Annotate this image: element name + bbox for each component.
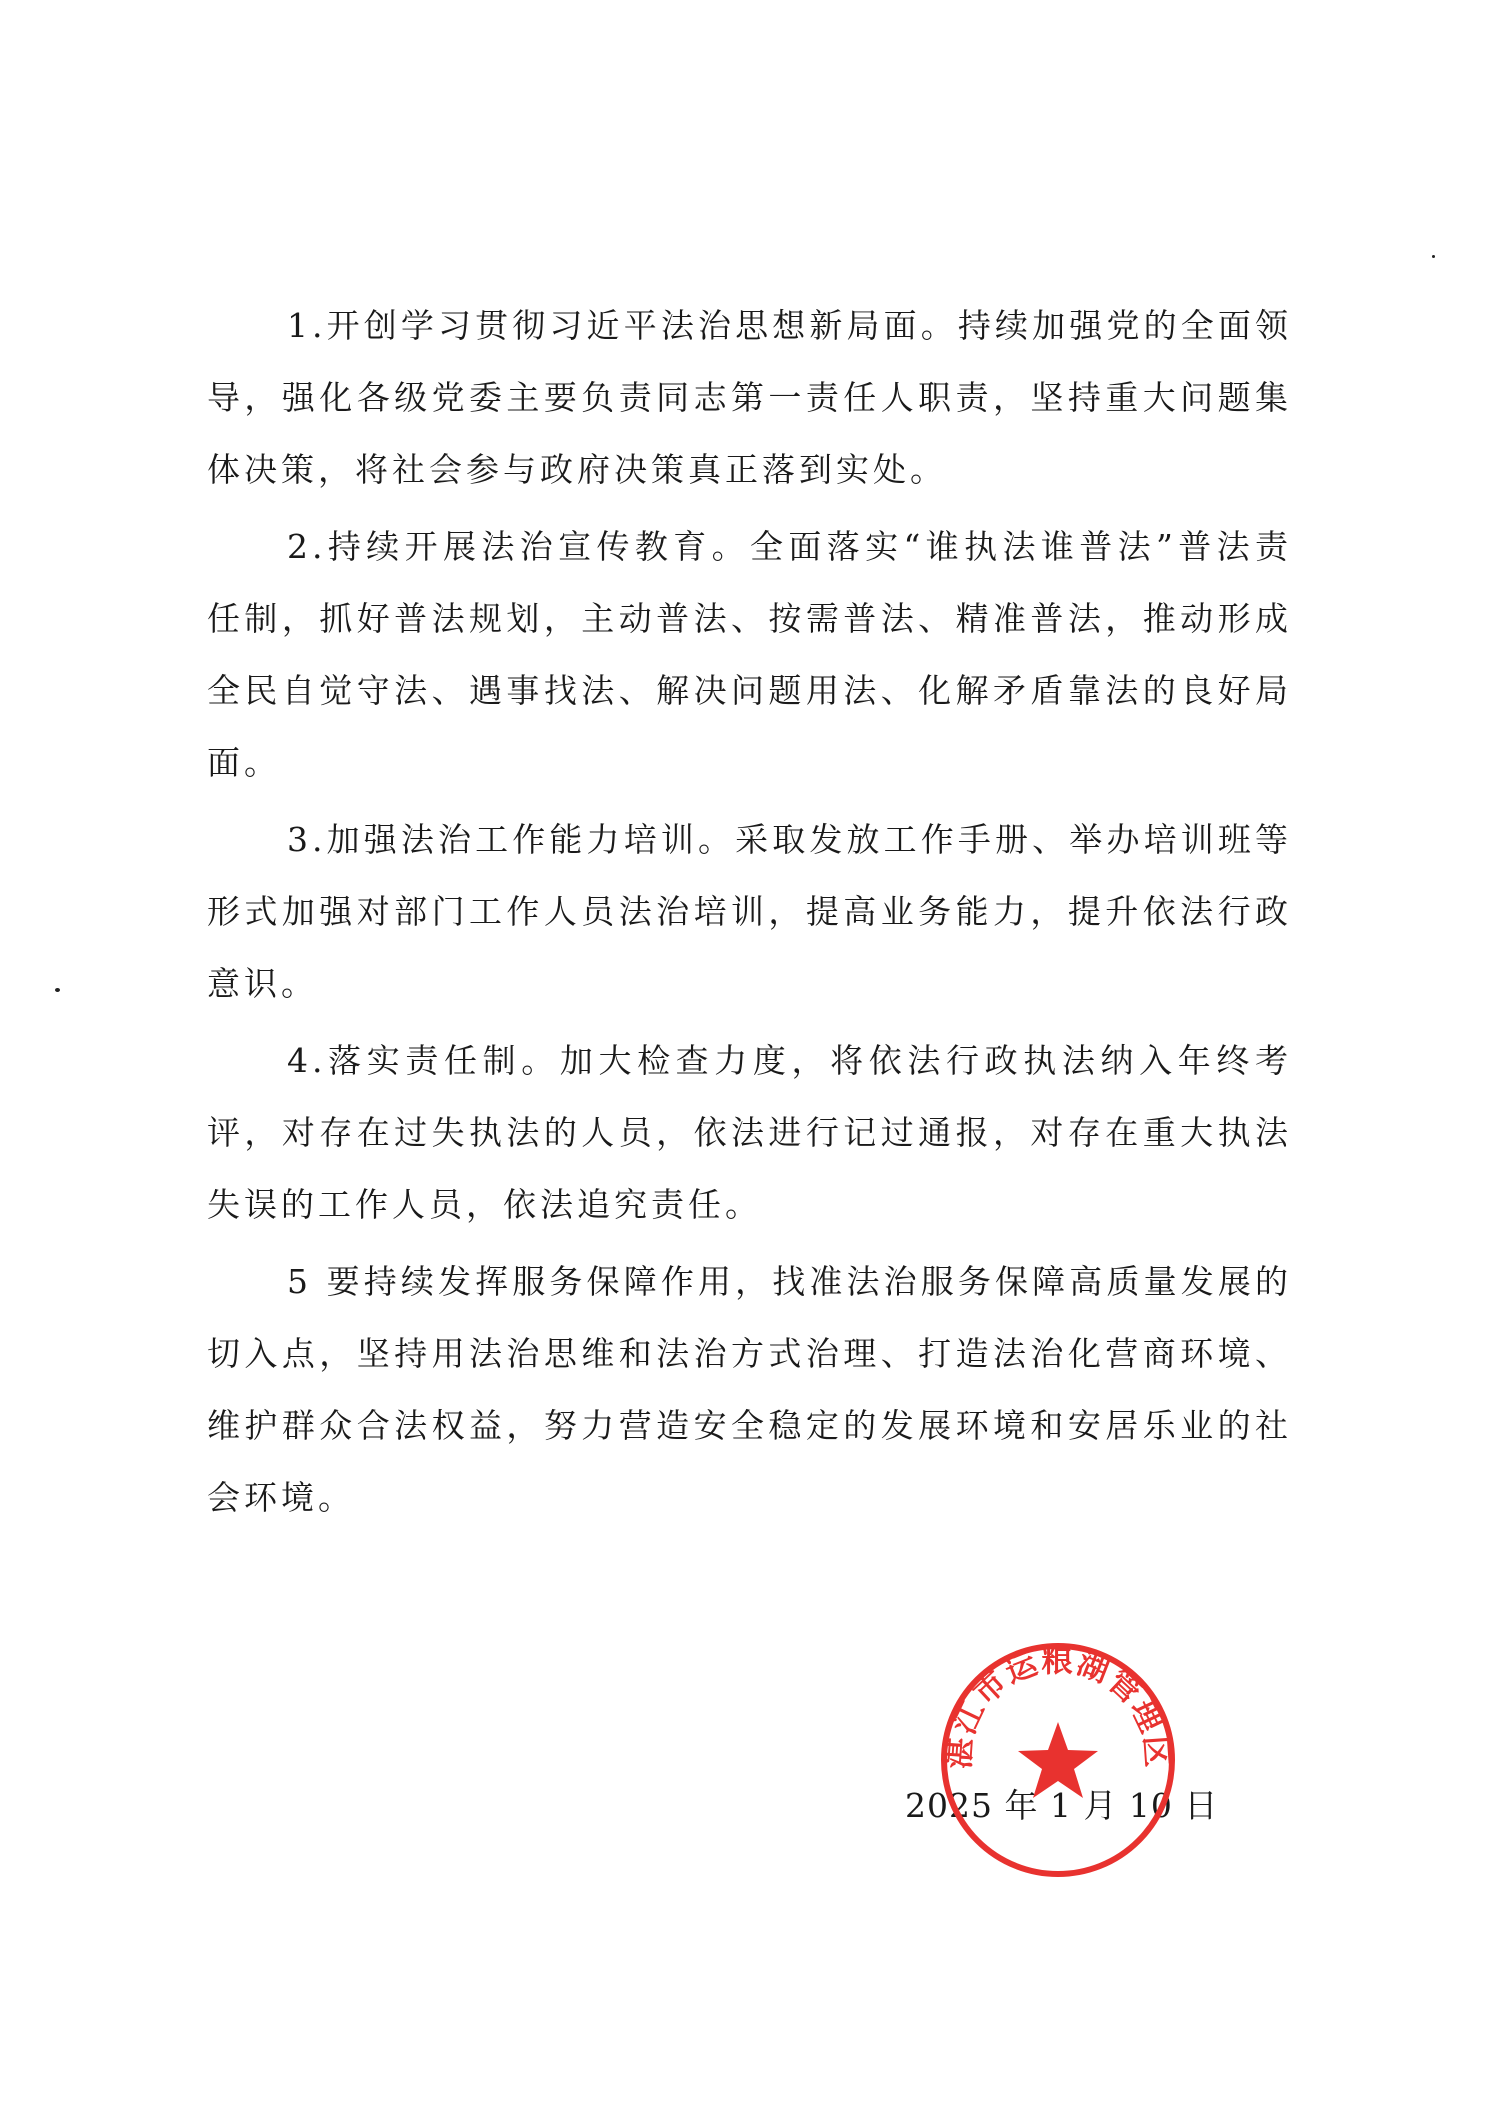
paragraph-3: 3.加强法治工作能力培训。采取发放工作手册、举办培训班等形式加强对部门工作人员法治培训，提高业务能力，提升依法行政意识。 xyxy=(207,820,1292,1003)
seal-text: 湛江市运粮湖管理区 xyxy=(941,1643,1175,1771)
official-seal xyxy=(938,1640,1178,1880)
paragraph-5: 5 要持续发挥服务保障作用，找准法治服务保障高质量发展的切入点，坚持用法治思维和法治方式治理、打造法治化营商环境、维护群众合法权益，努力营造安全稳定的发展环境和安居乐业的社会环境。 xyxy=(207,1262,1292,1517)
scan-speck xyxy=(1432,255,1435,258)
paragraph-4: 4.落实责任制。加大检查力度，将依法行政执法纳入年终考评，对存在过失执法的人员，依法进行记过通报，对存在重大执法失误的工作人员，依法追究责任。 xyxy=(207,1041,1292,1224)
document-date: 2025 年 1 月 10 日 xyxy=(905,1786,1219,1825)
document-body xyxy=(207,290,1292,1539)
seal-star-icon xyxy=(1018,1722,1098,1798)
scan-speck xyxy=(55,988,60,992)
paragraph-1: 1.开创学习贯彻习近平法治思想新局面。持续加强党的全面领导，强化各级党委主要负责同志第一责任人职责，坚持重大问题集体决策，将社会参与政府决策真正落到实处。 xyxy=(207,306,1292,489)
paragraph-2: 2.持续开展法治宣传教育。全面落实“谁执法谁普法”普法责任制，抓好普法规划，主动普法、按需普法、精准普法，推动形成全民自觉守法、遇事找法、解决问题用法、化解矛盾靠法的良好局面。 xyxy=(207,527,1292,782)
